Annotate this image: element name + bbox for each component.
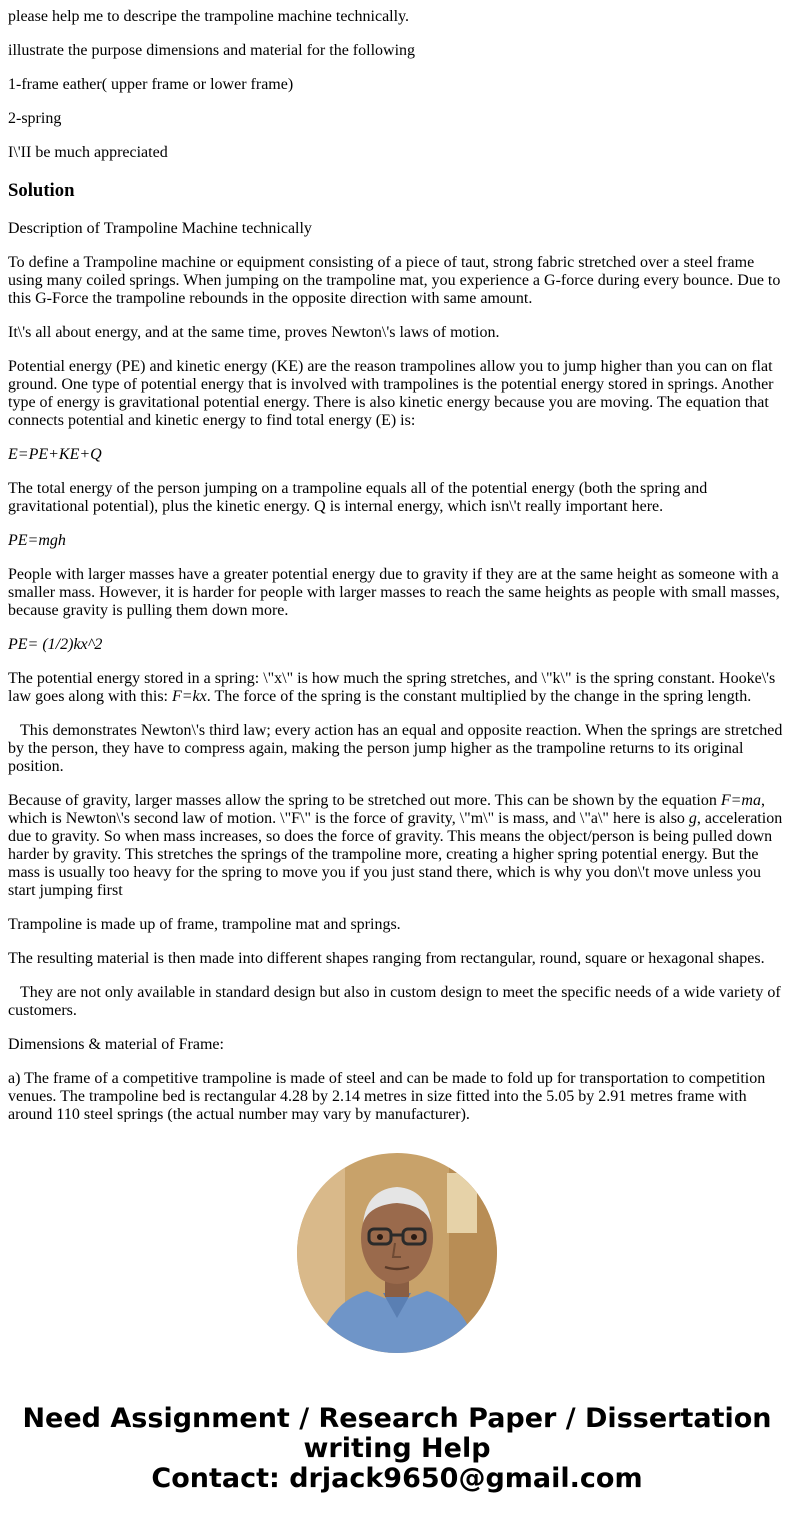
author-photo-icon [297, 1153, 497, 1353]
text-span: . The force of the spring is the constant multiplied by the change in the spring length. [206, 688, 752, 705]
question-line-2: illustrate the purpose dimensions and material for the following [8, 42, 416, 59]
solution-paragraph: Trampoline is made up of frame, trampoline mat and springs. [8, 916, 401, 933]
solution-paragraph: Potential energy (PE) and kinetic energy (KE) are the reason trampolines allow you to jump higher than you can on flat ground. One type of potential energy that is involved with trampolines is the potential energy stored in springs. Another type of energy is gravitational potential energy. There is also kinetic energy because you are moving. The equation that connects potential and kinetic energy to find total energy (E) is: [8, 358, 774, 429]
solution-paragraph: This demonstrates Newton\'s third law; every action has an equal and opposite reaction. When the springs are stretched by the person, they have to compress again, making the person jump higher as the trampoline returns to its original position. [8, 722, 783, 775]
article-content [8, 0, 786, 1122]
solution-paragraph: They are not only available in standard design but also in custom design to meet the specific needs of a wide variety of customers. [8, 984, 781, 1019]
solution-paragraph: To define a Trampoline machine or equipment consisting of a piece of taut, strong fabric stretched over a steel frame using many coiled springs. When jumping on the trampoline mat, you experience a G-force during every bounce. Due to this G-Force the trampoline rebounds in the opposite direction with same amount. [8, 254, 781, 307]
question-line-3: 1-frame eather( upper frame or lower frame) [8, 76, 294, 93]
equation-gravitational-pe: PE=mgh [8, 532, 66, 549]
footer-contact-email: Contact: drjack9650@gmail.com [151, 1463, 643, 1494]
solution-paragraph: The resulting material is then made into different shapes ranging from rectangular, round, square or hexagonal shapes. [8, 950, 765, 967]
footer-line-2: writing Help [303, 1433, 491, 1464]
solution-paragraph: It\'s all about energy, and at the same time, proves Newton\'s laws of motion. [8, 324, 500, 341]
solution-paragraph [8, 792, 786, 900]
text-span: Because of gravity, larger masses allow the spring to be stretched out more. This can be shown by the equation [8, 792, 721, 809]
inline-equation: F=kx [171, 688, 207, 705]
text-span: , acceleration due to gravity. So when mass increases, so does the force of gravity. This means the object/person is being pulled down harder by gravity. This stretches the springs of the trampoline more, creating a higher spring potential energy. But the mass is usually too heavy for the spring to move you if you just stand there, which is why you don\'t move unless you start jumping first [8, 810, 783, 899]
footer-line-1: Need Assignment / Research Paper / Dissertation [22, 1403, 772, 1434]
solution-heading: Solution [8, 180, 75, 201]
author-avatar [297, 1153, 497, 1353]
text-span: , which is Newton\'s second law of motion. \"F\" is the force of gravity, \"m\" is mass, and \"a\" here is also [8, 792, 765, 827]
question-line-5: I\'II be much appreciated [8, 144, 168, 161]
solution-paragraph: Dimensions & material of Frame: [8, 1036, 224, 1053]
question-line-4: 2-spring [8, 110, 62, 127]
inline-equation: g [688, 810, 697, 827]
footer-contact [0, 1404, 794, 1494]
inline-equation: F=ma [720, 792, 761, 809]
question-line-1: please help me to descripe the trampoline machine technically. [8, 8, 410, 25]
text-span: The potential energy stored in a spring: \"x\" is how much the spring stretches, and \"k\" is the spring constant. Hooke\'s law goes along with this: [8, 670, 776, 705]
equation-total-energy: E=PE+KE+Q [8, 446, 102, 463]
solution-paragraph: People with larger masses have a greater potential energy due to gravity if they are at the same height as someone with a smaller mass. However, it is harder for people with larger masses to reach the same heights as people with small masses, because gravity is pulling them down more. [8, 566, 780, 619]
solution-paragraph: The total energy of the person jumping on a trampoline equals all of the potential energy (both the spring and gravitational potential), plus the kinetic energy. Q is internal energy, which isn\'t really important here. [8, 480, 708, 515]
equation-spring-pe: PE= (1/2)kx^2 [8, 636, 103, 653]
solution-paragraph [8, 670, 786, 706]
solution-paragraph: a) The frame of a competitive trampoline is made of steel and can be made to fold up for transportation to competition venues. The trampoline bed is rectangular 4.28 by 2.14 metres in size fitted into the 5.05 by 2.91 metres frame with around 110 steel springs (the actual number may vary by manufacturer). [8, 1070, 766, 1122]
solution-paragraph: Description of Trampoline Machine technically [8, 220, 312, 237]
